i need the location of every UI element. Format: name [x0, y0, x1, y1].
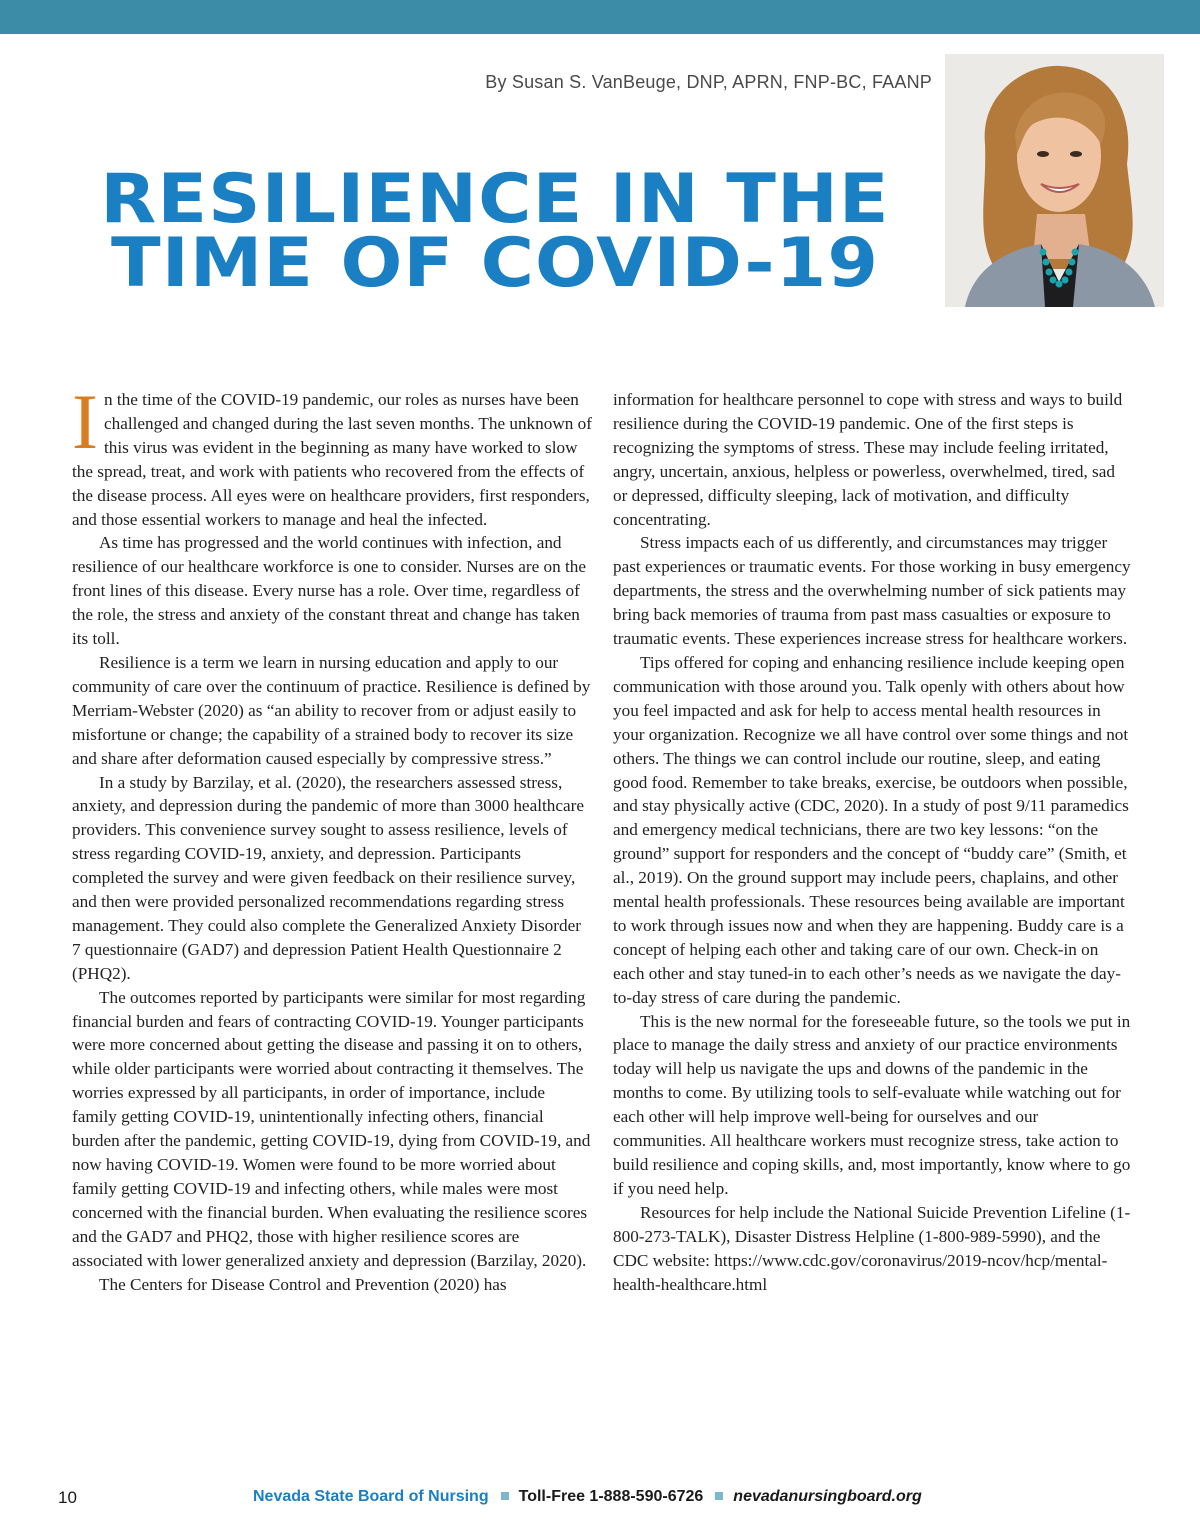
- article-paragraph: Tips offered for coping and enhancing resilience include keeping open communication with those around you. Talk openly with others about how you feel impacted and ask for help to access mental health resources in your organization. Recognize we all have control over some things and not others. The things we can control include our routine, sleep, and eating good food. Remember to take breaks, exercise, be outdoors when possible, and stay physically active (CDC, 2020). In a study of post 9/11 paramedics and emergency medical technicians, there are two key lessons: “on the ground” support for responders and the concept of “buddy care” (Smith, et al., 2019). On the ground support may include peers, chaplains, and other mental health professionals. These resources being available are important to work through issues now and when they are happening. Buddy care is a concept of helping each other and taking care of our own. Check-in on each other and stay tuned-in to each other’s needs as we navigate the day-to-day stress of care during the pandemic.: [613, 652, 1129, 1007]
- drop-cap: I: [72, 378, 98, 465]
- article-paragraph: The outcomes reported by participants were similar for most regarding financial burden and fears of contracting COVID-19. Younger participants were more concerned about getting the disease and passing it on to others, while older participants were worried about contracting it themselves. The worries expressed by all participants, in order of importance, include family getting COVID-19, unintentionally infecting others, financial burden after the pandemic, getting COVID-19, dying from COVID-19, and now having COVID-19. Women were found to be more worried about family getting COVID-19 and infecting others, while males were most concerned with the financial burden. When evaluating the resilience scores and the GAD7 and PHQ2, those with higher resilience scores are associated with lower generalized anxiety and depression (Barzilay, 2020).: [72, 987, 591, 1270]
- article-title: [40, 160, 950, 303]
- page-footer: [0, 1488, 1200, 1514]
- article-paragraph: As time has progressed and the world continues with infection, and resilience of our healthcare workforce is one to consider. Nurses are on the front lines of this disease. Every nurse has a role. Over time, regardless of the role, the stress and anxiety of the constant threat and change has taken its toll.: [72, 533, 586, 649]
- article-paragraph: In a study by Barzilay, et al. (2020), the researchers assessed stress, anxiety, and depression during the pandemic of more than 3000 healthcare providers. This convenience survey sought to assess resilience, levels of stress regarding COVID-19, anxiety, and depression. Participants completed the survey and were given feedback on their resilience survey, and then were provided personalized recommendations regarding stress management. They could also complete the Generalized Anxiety Disorder 7 questionnaire (GAD7) and depression Patient Health Questionnaire 2 (PHQ2).: [72, 772, 584, 983]
- article-paragraph: This is the new normal for the foreseeable future, so the tools we put in place to manage the daily stress and anxiety of our practice environments today will help us navigate the ups and downs of the pandemic in the months to come. By utilizing tools to self-evaluate while watching out for each other will help improve well-being for ourselves and our communities. All healthcare workers must recognize stress, take action to build resilience and coping skills, and, most importantly, know where to go if you need help.: [613, 1011, 1131, 1198]
- top-color-bar: [0, 0, 1200, 34]
- author-photo: [945, 54, 1164, 307]
- article-paragraph: Resilience is a term we learn in nursing education and apply to our community of care over the continuum of practice. Resilience is defined by Merriam-Webster (2020) as “an ability to recover from or adjust easily to misfortune or change; the capability of a strained body to recover its size and share after deformation caused especially by compressive stress.”: [72, 652, 591, 768]
- page-number: 10: [58, 1488, 77, 1507]
- square-separator-icon: [715, 1492, 723, 1500]
- article-column-left: [72, 378, 592, 1296]
- author-byline: By Susan S. VanBeuge, DNP, APRN, FNP-BC, FAANP: [485, 72, 932, 92]
- title-line-2: TIME OF COVID-19: [110, 224, 880, 303]
- article-paragraph: Resources for help include the National Suicide Prevention Lifeline (1-800-273-TALK), Disaster Distress Helpline (1-800-989-5990), and the CDC website: https://www.cdc.gov/coronavirus/2019-ncov/hcp/mental-health-healthcare.html: [613, 1202, 1131, 1294]
- square-separator-icon: [501, 1492, 509, 1500]
- article-paragraph: The Centers for Disease Control and Prevention (2020) has: [99, 1274, 507, 1294]
- article-column-right: [613, 388, 1133, 1296]
- article-paragraph: information for healthcare personnel to cope with stress and ways to build resilience during the COVID-19 pandemic. One of the first steps is recognizing the symptoms of stress. These may include feeling irritated, angry, uncertain, anxious, helpless or powerless, overwhelmed, tired, sad or depressed, difficulty sleeping, lack of motivation, and difficulty concentrating.: [613, 390, 1123, 529]
- footer-website: nevadanursingboard.org: [733, 1488, 922, 1505]
- footer-organization: Nevada State Board of Nursing: [253, 1488, 489, 1505]
- article-paragraph: In the time of the COVID-19 pandemic, our roles as nurses have been challenged and changed during the last seven months. The unknown of this virus was evident in the beginning as many have worked to slow the spread, treat, and work with patients who recovered from the effects of the disease process. All eyes were on healthcare providers, first responders, and those essential workers to manage and heal the infected.: [72, 378, 592, 529]
- article-paragraph: Stress impacts each of us differently, and circumstances may trigger past experiences or traumatic events. For those working in busy emergency departments, the stress and the overwhelming number of sick patients may bring back memories of trauma from past mass casualties or exposure to traumatic events. These experiences increase stress for healthcare workers.: [613, 533, 1131, 649]
- title-line-1: RESILIENCE IN THE: [100, 160, 890, 239]
- footer-phone: Toll-Free 1-888-590-6726: [518, 1488, 704, 1505]
